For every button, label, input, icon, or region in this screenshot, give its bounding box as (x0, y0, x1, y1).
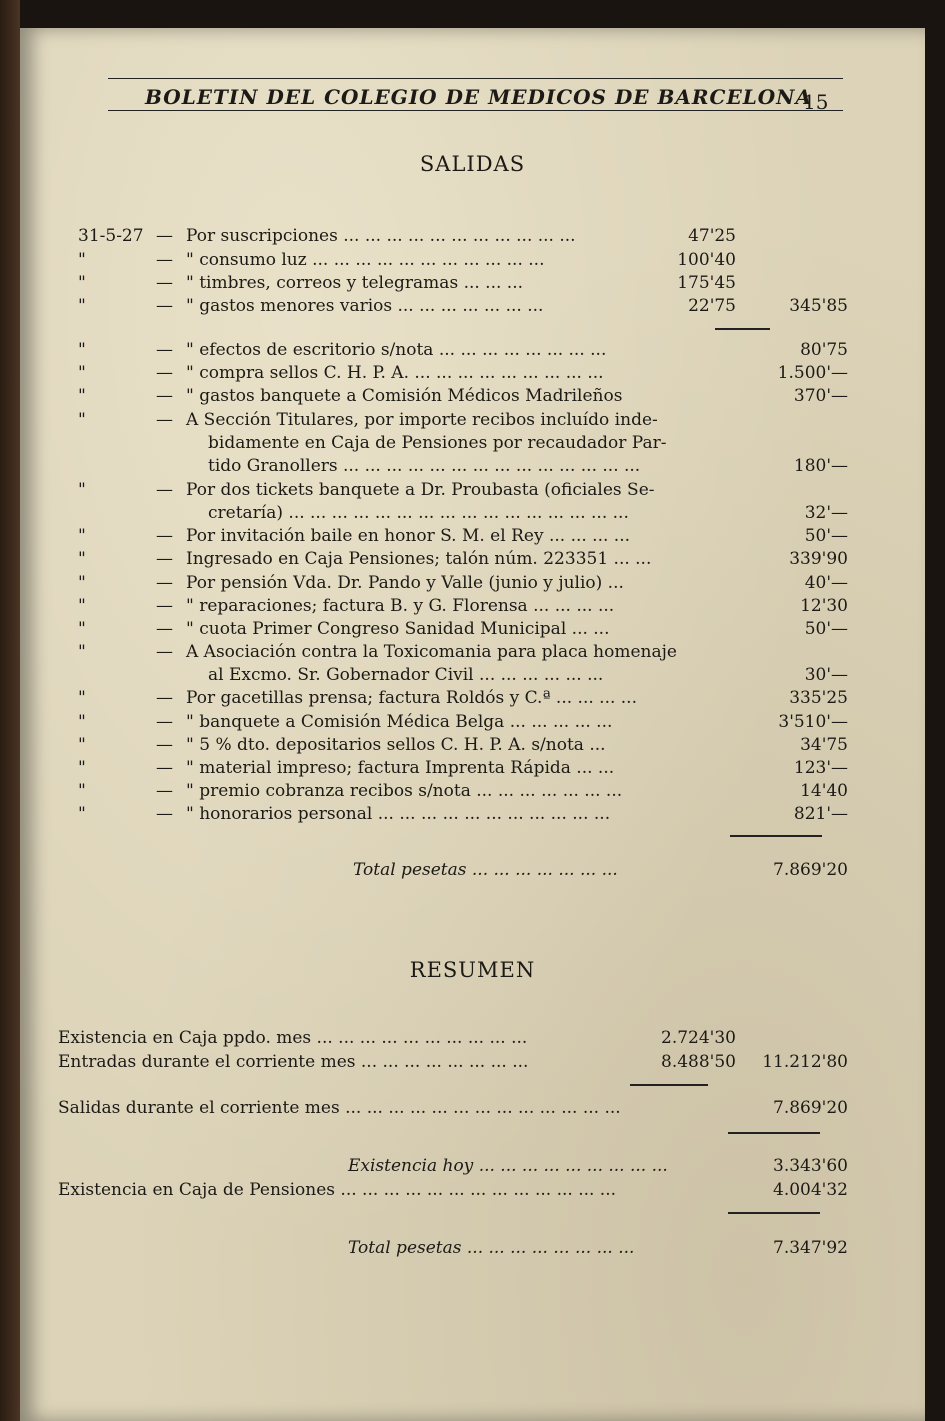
salidas-row-date: " (78, 273, 86, 293)
salidas-row-text: Por dos tickets banquete a Dr. Proubasta (oficiales Se- (186, 480, 655, 500)
resumen-rule-3 (728, 1212, 820, 1214)
salidas-row (78, 433, 848, 457)
document-page (20, 28, 925, 1421)
salidas-row-col2: 12'30 (800, 596, 848, 616)
resumen-existencia-row (58, 1028, 848, 1052)
salidas-row-date: " (78, 480, 86, 500)
salidas-row-text: " consumo luz ... ... ... ... ... ... ... ... ... ... ... (186, 250, 545, 270)
salidas-row-col2: 50'— (804, 619, 848, 639)
salidas-total-value: 7.869'20 (773, 860, 848, 880)
salidas-row (78, 340, 848, 364)
salidas-row (78, 781, 848, 805)
salidas-row-dash: — (156, 273, 173, 293)
salidas-row-dash: — (156, 480, 173, 500)
salidas-row-col2: 34'75 (800, 735, 848, 755)
salidas-row-dash: — (156, 688, 173, 708)
salidas-row (78, 410, 848, 434)
salidas-row-col2: 14'40 (800, 781, 848, 801)
salidas-heading: SALIDAS (419, 152, 526, 176)
salidas-row-date: " (78, 340, 86, 360)
salidas-row-date: " (78, 688, 86, 708)
resumen-total-value: 7.347'92 (773, 1238, 848, 1258)
salidas-row-text: " cuota Primer Congreso Sanidad Municipal ... ... (186, 619, 610, 639)
salidas-row (78, 526, 848, 550)
salidas-row (78, 619, 848, 643)
salidas-row-text: Por invitación baile en honor S. M. el Rey ... ... ... ... (186, 526, 631, 546)
salidas-row-dash: — (156, 363, 173, 383)
salidas-row-date: " (78, 250, 86, 270)
salidas-row-col1: 22'75 (688, 296, 736, 316)
salidas-row-text: Por gacetillas prensa; factura Roldós y C.ª ... ... ... ... (186, 688, 637, 708)
salidas-total-row (78, 860, 848, 884)
salidas-row (78, 480, 848, 504)
salidas-row-date: " (78, 363, 86, 383)
salidas-row (78, 296, 848, 320)
salidas-row-dash: — (156, 804, 173, 824)
salidas-row-text: " banquete a Comisión Médica Belga ... ... ... ... ... (186, 712, 613, 732)
salidas-row-dash: — (156, 296, 173, 316)
salidas-row (78, 250, 848, 274)
resumen-rule-2 (728, 1132, 820, 1134)
salidas-row (78, 549, 848, 573)
salidas-row-col2: 335'25 (789, 688, 848, 708)
salidas-row-text: " efectos de escritorio s/nota ... ... ... ... ... ... ... ... (186, 340, 607, 360)
salidas-row-date: " (78, 619, 86, 639)
salidas-row-date: " (78, 712, 86, 732)
salidas-row-dash: — (156, 735, 173, 755)
salidas-row-dash: — (156, 410, 173, 430)
salidas-row-text: Ingresado en Caja Pensiones; talón núm. 223351 ... ... (186, 549, 652, 569)
salidas-row-col2: 370'— (793, 386, 848, 406)
salidas-row-col1: 47'25 (688, 226, 736, 246)
salidas-row-dash: — (156, 712, 173, 732)
page-number: 15 (803, 90, 829, 114)
salidas-row-dash: — (156, 340, 173, 360)
salidas-row-text: " gastos menores varios ... ... ... ... ... ... ... (186, 296, 544, 316)
salidas-row-text: al Excmo. Sr. Gobernador Civil ... ... ... ... ... ... (208, 665, 604, 685)
hoy-value: 3.343'60 (773, 1156, 848, 1176)
salidas-row-text: bidamente en Caja de Pensiones por recaudador Par- (208, 433, 667, 453)
salidas-row-dash: — (156, 573, 173, 593)
salidas-row-text: " material impreso; factura Imprenta Rápida ... ... (186, 758, 615, 778)
resumen-entradas-row (58, 1052, 848, 1076)
salidas-row-date: " (78, 296, 86, 316)
salidas-row-text: " honorarios personal ... ... ... ... ... ... ... ... ... ... ... (186, 804, 611, 824)
salidas-row-date: " (78, 642, 86, 662)
total-rule (730, 835, 822, 837)
salidas-row-text: A Asociación contra la Toxicomania para placa homenaje (186, 642, 677, 662)
salidas-row-dash: — (156, 758, 173, 778)
salidas-row-col2: 345'85 (789, 296, 848, 316)
salidas-row (78, 735, 848, 759)
salidas-row (78, 665, 848, 689)
entradas-value: 8.488'50 (661, 1052, 736, 1072)
salidas-row-text: " gastos banquete a Comisión Médicos Madrileños (186, 386, 623, 406)
salidas-row-col1: 175'45 (677, 273, 736, 293)
salidas-value: 7.869'20 (773, 1098, 848, 1118)
salidas-row-text: A Sección Titulares, por importe recibos incluído inde- (186, 410, 658, 430)
salidas-row-col2: 80'75 (800, 340, 848, 360)
salidas-row (78, 363, 848, 387)
salidas-row-date: " (78, 804, 86, 824)
entradas-label: Entradas durante el corriente mes ... ... ... ... ... ... ... ... (58, 1052, 529, 1072)
resumen-rule-1 (630, 1084, 708, 1086)
salidas-row (78, 758, 848, 782)
resumen-salidas-row (58, 1098, 848, 1122)
subtotal-rule (715, 328, 770, 330)
salidas-row (78, 804, 848, 828)
salidas-label: Salidas durante el corriente mes ... ... ... ... ... ... ... ... ... ... ... ... ... (58, 1098, 621, 1118)
entradas-sum: 11.212'80 (762, 1052, 848, 1072)
pensiones-value: 4.004'32 (773, 1180, 848, 1200)
book-binding (0, 0, 20, 1421)
salidas-row-col2: 821'— (793, 804, 848, 824)
resumen-total-label: Total pesetas ... ... ... ... ... ... ... ... (348, 1238, 635, 1258)
salidas-row-col2: 40'— (804, 573, 848, 593)
salidas-row (78, 386, 848, 410)
salidas-row (78, 642, 848, 666)
salidas-row-text: Por suscripciones ... ... ... ... ... ... ... ... ... ... ... (186, 226, 576, 246)
salidas-row-col2: 3'510'— (778, 712, 848, 732)
salidas-row-col2: 123'— (793, 758, 848, 778)
header-top-rule (108, 78, 843, 79)
hoy-label: Existencia hoy ... ... ... ... ... ... ... ... ... (348, 1156, 668, 1176)
salidas-row-col2: 32'— (804, 503, 848, 523)
salidas-row-date: " (78, 410, 86, 430)
salidas-row-dash: — (156, 386, 173, 406)
salidas-row-date: " (78, 758, 86, 778)
salidas-row (78, 273, 848, 297)
salidas-row-text: " compra sellos C. H. P. A. ... ... ... ... ... ... ... ... ... (186, 363, 604, 383)
resumen-hoy-row (78, 1156, 848, 1180)
salidas-row (78, 688, 848, 712)
salidas-row-date: " (78, 573, 86, 593)
salidas-row-text: " premio cobranza recibos s/nota ... ... ... ... ... ... ... (186, 781, 623, 801)
salidas-row-date: " (78, 526, 86, 546)
salidas-row-dash: — (156, 619, 173, 639)
salidas-row-date: 31-5-27 (78, 226, 144, 246)
salidas-row-text: " timbres, correos y telegramas ... ... ... (186, 273, 524, 293)
salidas-row-dash: — (156, 250, 173, 270)
salidas-row-date: " (78, 781, 86, 801)
salidas-total-label: Total pesetas ... ... ... ... ... ... ... (353, 860, 618, 880)
top-dark-edge (0, 0, 945, 28)
salidas-row-dash: — (156, 642, 173, 662)
header-title: BOLETIN DEL COLEGIO DE MEDICOS DE BARCELONA (145, 85, 812, 109)
salidas-row-date: " (78, 596, 86, 616)
salidas-row-text: tido Granollers ... ... ... ... ... ... ... ... ... ... ... ... ... ... (208, 456, 641, 476)
salidas-row-text: " 5 % dto. depositarios sellos C. H. P. A. s/nota ... (186, 735, 606, 755)
salidas-row-dash: — (156, 781, 173, 801)
salidas-row-col2: 1.500'— (777, 363, 848, 383)
pensiones-label: Existencia en Caja de Pensiones ... ... ... ... ... ... ... ... ... ... ... ... ... (58, 1180, 617, 1200)
salidas-row-dash: — (156, 526, 173, 546)
resumen-pensiones-row (58, 1180, 848, 1204)
header-bottom-rule (108, 110, 843, 111)
salidas-row-text: " reparaciones; factura B. y G. Florensa ... ... ... ... (186, 596, 615, 616)
salidas-row-text: Por pensión Vda. Dr. Pando y Valle (junio y julio) ... (186, 573, 624, 593)
salidas-row (78, 226, 848, 250)
resumen-total-row (78, 1238, 848, 1262)
salidas-row (78, 712, 848, 736)
salidas-row-col2: 339'90 (789, 549, 848, 569)
salidas-row-col2: 50'— (804, 526, 848, 546)
salidas-row-date: " (78, 735, 86, 755)
salidas-row-dash: — (156, 226, 173, 246)
resumen-heading: RESUMEN (409, 958, 536, 982)
salidas-row-col2: 180'— (793, 456, 848, 476)
salidas-row-dash: — (156, 549, 173, 569)
salidas-row-date: " (78, 549, 86, 569)
salidas-row (78, 456, 848, 480)
salidas-row-text: cretaría) ... ... ... ... ... ... ... ... ... ... ... ... ... ... ... ... (208, 503, 629, 523)
salidas-row-col1: 100'40 (677, 250, 736, 270)
salidas-row-col2: 30'— (804, 665, 848, 685)
salidas-row (78, 503, 848, 527)
existencia-label: Existencia en Caja ppdo. mes ... ... ... ... ... ... ... ... ... ... (58, 1028, 528, 1048)
salidas-row (78, 596, 848, 620)
salidas-row-date: " (78, 386, 86, 406)
salidas-row-dash: — (156, 596, 173, 616)
existencia-value: 2.724'30 (661, 1028, 736, 1048)
salidas-row (78, 573, 848, 597)
